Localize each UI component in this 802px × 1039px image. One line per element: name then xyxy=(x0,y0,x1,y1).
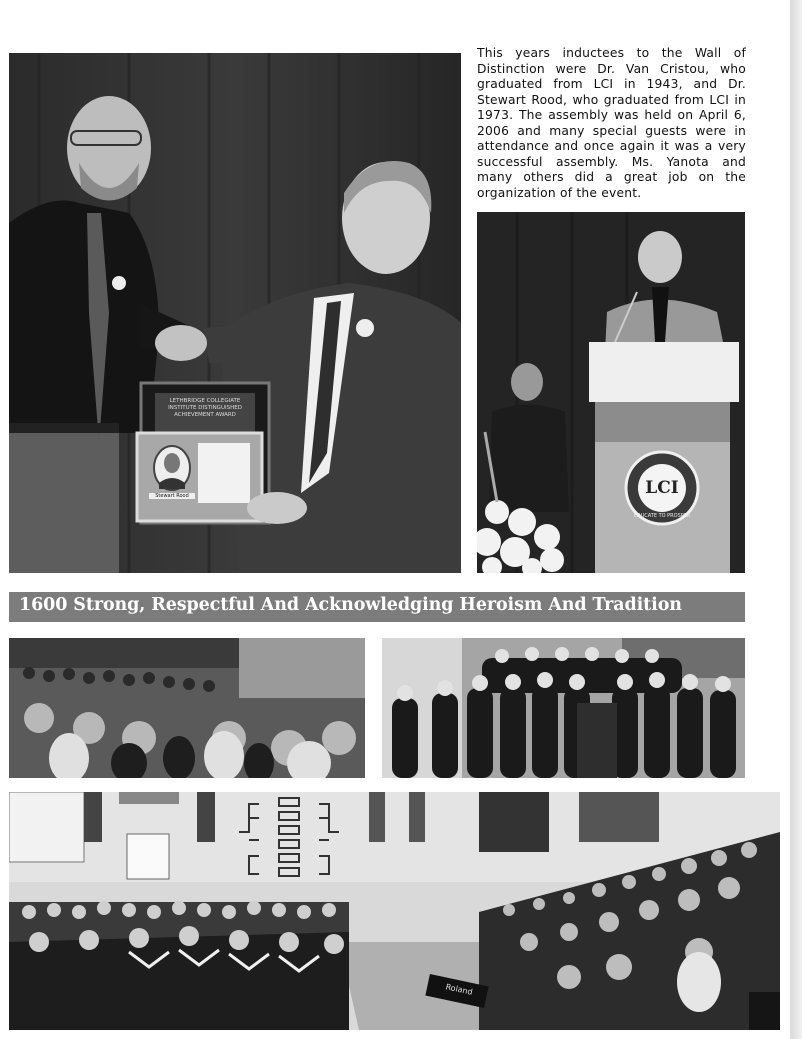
man-left-shirt xyxy=(9,201,159,434)
inductees-caption: This years inductees to the Wall of Distinction were Dr. Van Cristou, who graduated from LCI in 1943, and Dr. Stewart Rood, who graduated from LCI in 1973. The assembly was held on April 6, 2006 and many special guests were in attendance and once again it was a very successful assembly. Ms. Yanota and many others did a great job on the organization of the event. xyxy=(477,46,746,200)
award-handshake-photo xyxy=(9,53,461,573)
speaker-head xyxy=(638,231,682,283)
seated-man-head xyxy=(511,363,543,401)
lci-logo: LCI xyxy=(645,478,679,498)
podium xyxy=(589,342,739,573)
section-banner xyxy=(9,592,745,622)
choir-photo xyxy=(382,638,745,778)
gymnasium-assembly-photo xyxy=(9,792,780,1030)
plaque-name: Stewart Rood xyxy=(149,493,195,499)
banner-title: 1600 Strong, Respectful And Acknowledging Heroism And Tradition xyxy=(19,595,682,615)
speaker-brand: Roland xyxy=(444,982,474,997)
plaque-title: LETHBRIDGE COLLEGIATE INSTITUTE DISTINGUISHED ACHIEVEMENT AWARD xyxy=(168,398,242,418)
podium-speaker-photo xyxy=(477,212,745,573)
page-edge xyxy=(790,0,802,1039)
student-crowd-photo xyxy=(9,638,365,778)
lci-logo-ring-text: EDUCATE TO PROSPER xyxy=(633,513,691,519)
man-left-head xyxy=(67,96,151,200)
